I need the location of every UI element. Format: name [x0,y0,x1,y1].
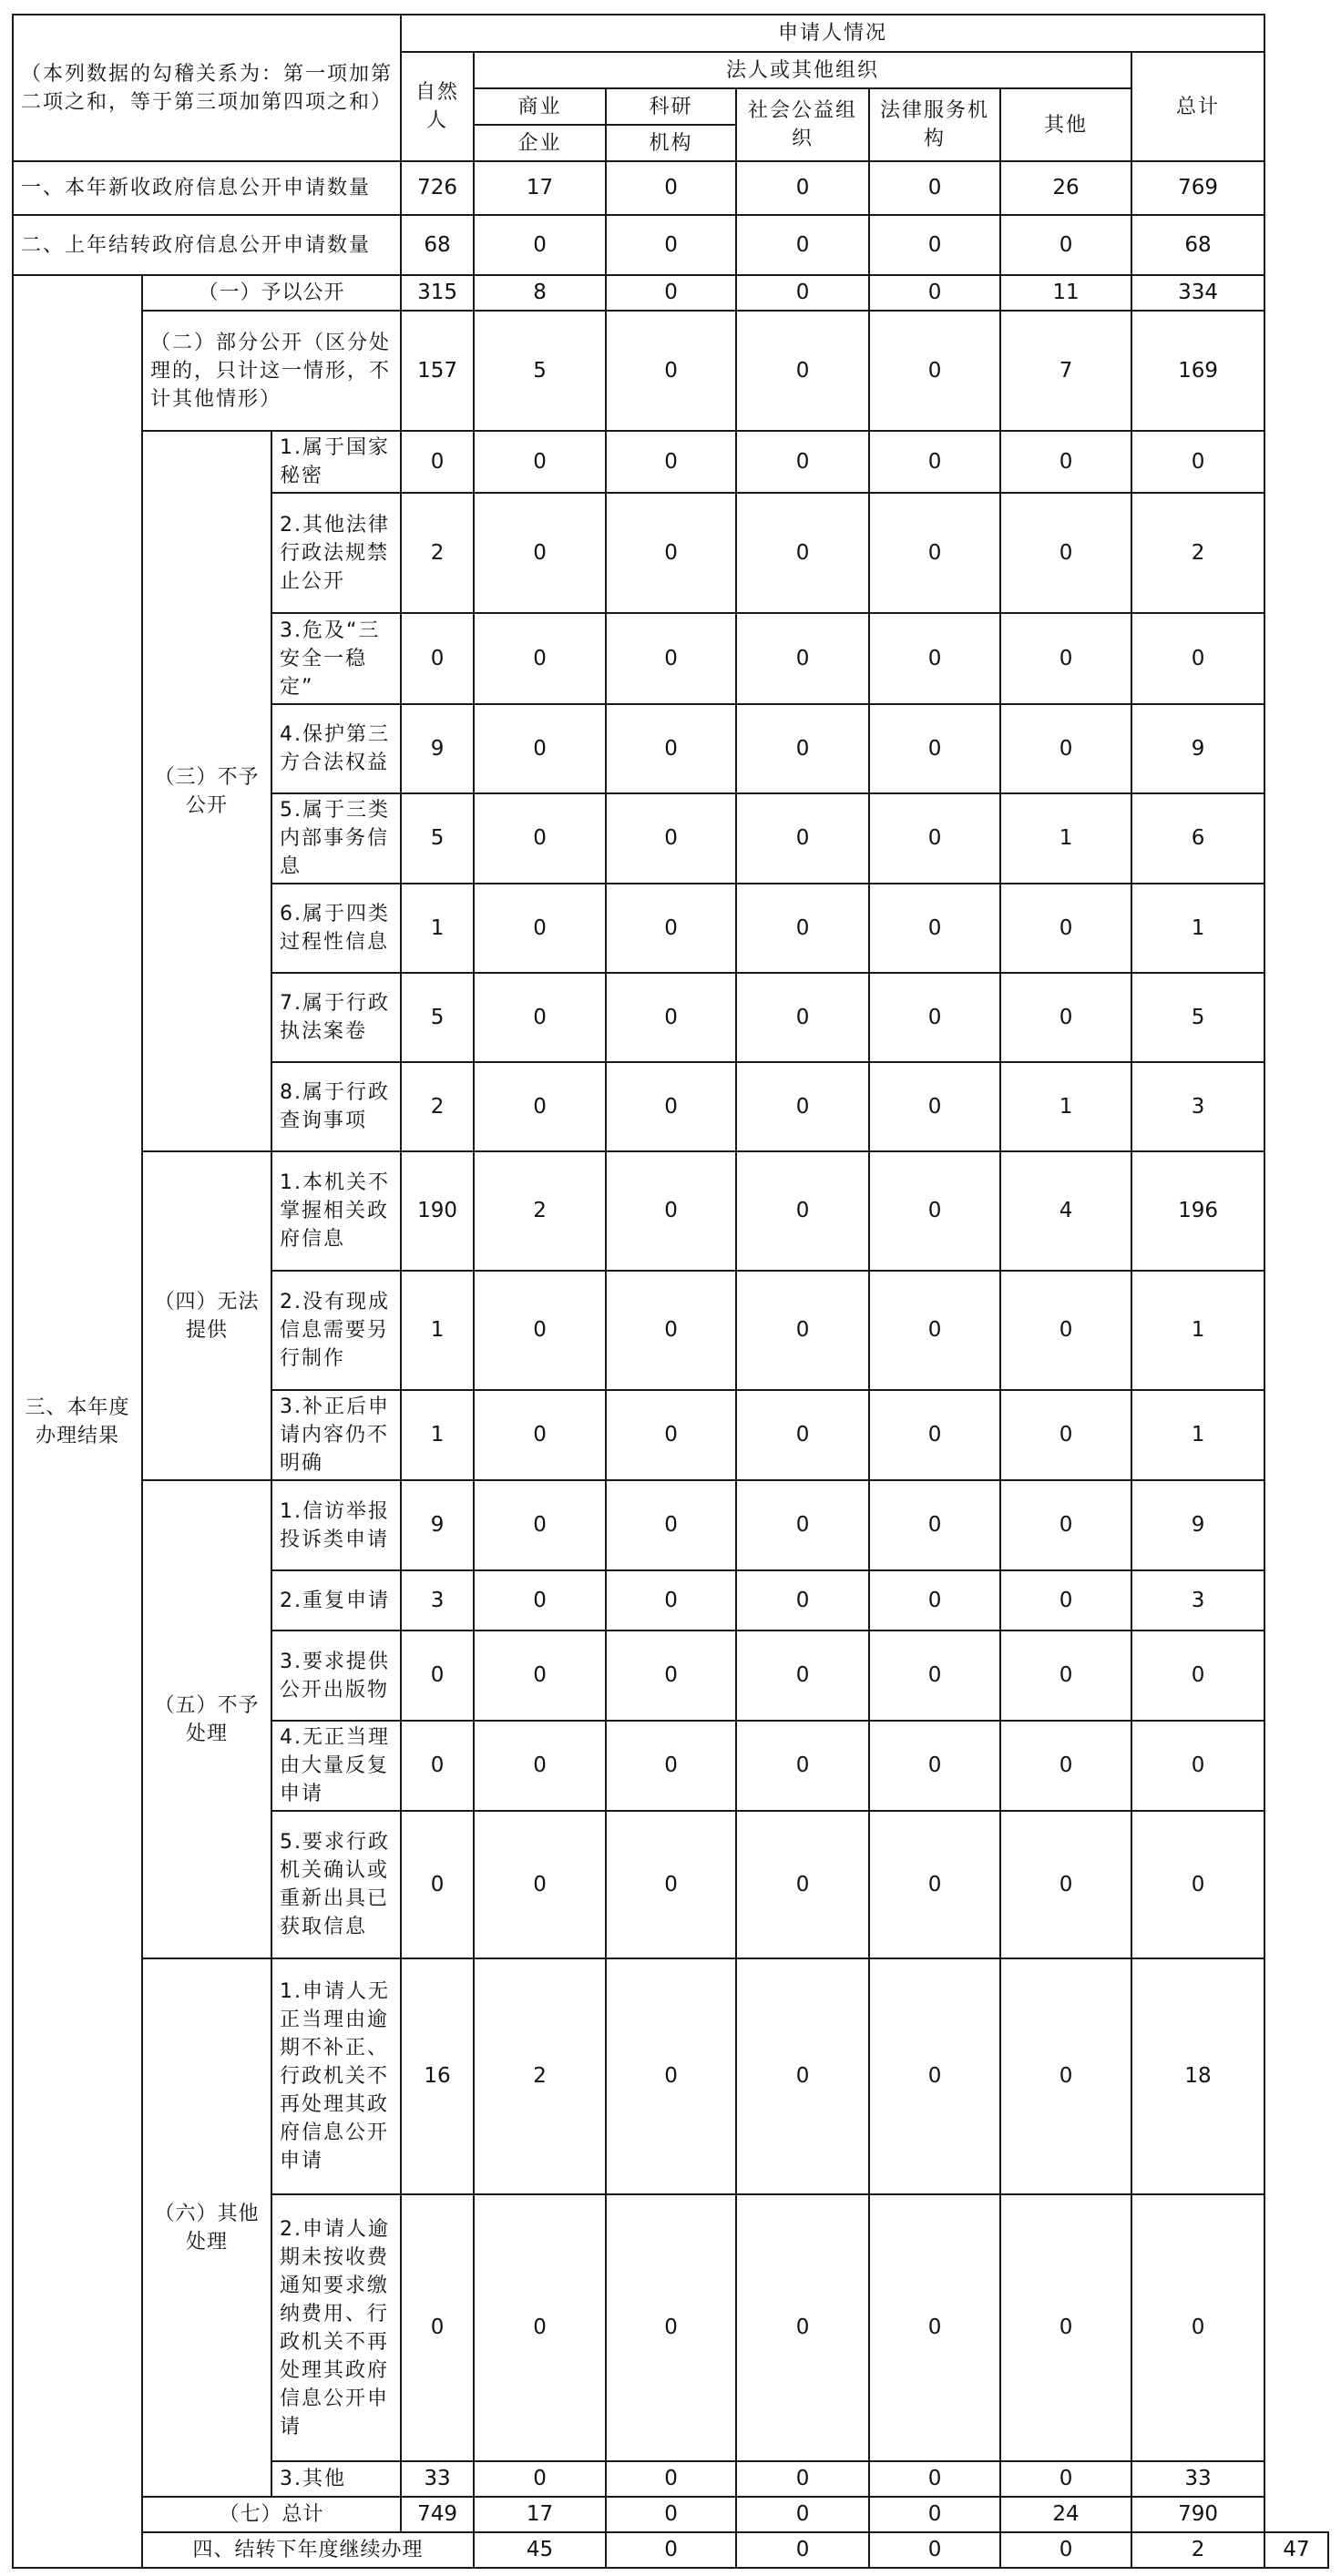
value-cell: 0 [474,2194,606,2461]
value-cell: 0 [606,431,736,493]
table-row [13,1151,1328,1271]
value-cell: 8 [474,275,606,311]
statistics-table [12,14,1329,2569]
value-cell: 0 [736,1958,869,2194]
value-cell: 0 [401,1721,474,1811]
value-cell: 0 [869,1062,1000,1151]
value-cell: 5 [401,793,474,884]
value-cell: 1 [401,884,474,973]
table-row [13,275,1328,311]
value-cell: 0 [1000,1958,1131,2194]
value-cell: 17 [474,2497,606,2532]
value-cell: 196 [1131,1151,1264,1271]
value-cell: 0 [869,493,1000,613]
value-cell: 17 [474,161,606,215]
value-cell: 749 [401,2497,474,2532]
table-row [13,431,1328,493]
row-label: 2.其他法律行政法规禁止公开 [271,493,401,613]
value-cell: 0 [736,431,869,493]
value-cell: 0 [606,704,736,793]
value-cell: 0 [736,161,869,215]
value-cell: 0 [869,161,1000,215]
row-label: 一、本年新收政府信息公开申请数量 [13,161,401,215]
value-cell: 7 [1000,311,1131,431]
value-cell: 33 [1131,2461,1264,2497]
value-cell: 0 [736,215,869,275]
value-cell: 0 [1131,1811,1264,1958]
table-row [13,1480,1328,1570]
value-cell: 0 [869,2194,1000,2461]
value-cell: 0 [1000,1630,1131,1721]
value-cell: 0 [869,2497,1000,2532]
value-cell: 0 [606,311,736,431]
value-cell: 1 [401,1390,474,1480]
row-label: 5.属于三类内部事务信息 [271,793,401,884]
value-cell: 0 [606,1271,736,1390]
row-label: （二）部分公开（区分处理的，只计这一情形，不计其他情形） [142,311,401,431]
row-label: 5.要求行政机关确认或重新出具已获取信息 [271,1811,401,1958]
table-row [13,311,1328,431]
value-cell: 0 [606,1811,736,1958]
value-cell: 0 [869,1390,1000,1480]
value-cell: 0 [1131,1630,1264,1721]
value-cell: 0 [474,493,606,613]
value-cell: 0 [736,1811,869,1958]
value-cell: 0 [736,2194,869,2461]
value-cell: 9 [1131,704,1264,793]
value-cell: 0 [606,2194,736,2461]
value-cell: 0 [736,704,869,793]
value-cell: 1 [1131,1271,1264,1390]
table-row [13,1958,1328,2194]
value-cell: 0 [1000,613,1131,704]
value-cell: 0 [869,704,1000,793]
value-cell: 0 [474,613,606,704]
value-cell: 2 [1131,2532,1264,2568]
value-cell: 0 [474,704,606,793]
value-cell: 0 [474,1271,606,1390]
value-cell: 1 [1131,884,1264,973]
value-cell: 0 [474,431,606,493]
value-cell: 0 [869,793,1000,884]
value-cell: 24 [1000,2497,1131,2532]
value-cell: 0 [606,884,736,973]
group-not-public: （三）不予公开 [142,431,271,1151]
value-cell: 0 [736,2497,869,2532]
value-cell: 0 [1131,2194,1264,2461]
value-cell: 5 [1131,973,1264,1062]
value-cell: 0 [401,1811,474,1958]
value-cell: 2 [474,1958,606,2194]
value-cell: 0 [736,1480,869,1570]
value-cell: 1 [1131,1390,1264,1480]
value-cell: 26 [1000,161,1131,215]
value-cell: 0 [606,1630,736,1721]
value-cell: 0 [401,431,474,493]
header-commercial-top: 商业 [474,88,606,125]
value-cell: 0 [869,613,1000,704]
value-cell: 0 [606,215,736,275]
value-cell: 0 [736,613,869,704]
value-cell: 0 [474,1390,606,1480]
value-cell: 0 [606,793,736,884]
table-row [13,161,1328,215]
group-cannot-provide: （四）无法提供 [142,1151,271,1480]
value-cell: 0 [474,1570,606,1630]
value-cell: 11 [1000,275,1131,311]
value-cell: 0 [1131,431,1264,493]
header-other: 其他 [1000,88,1131,161]
row-label: 3.危及“三安全一稳定” [271,613,401,704]
value-cell: 0 [1000,1721,1131,1811]
value-cell: 0 [606,161,736,215]
value-cell: 0 [869,1630,1000,1721]
value-cell: 0 [606,1570,736,1630]
value-cell: 0 [736,1390,869,1480]
value-cell: 0 [1000,973,1131,1062]
value-cell: 1 [1000,1062,1131,1151]
header-applicant-situation: 申请人情况 [401,15,1264,52]
value-cell: 0 [474,2461,606,2497]
table-row [13,2532,1328,2568]
value-cell: 4 [1000,1151,1131,1271]
value-cell: 3 [1131,1570,1264,1630]
value-cell: 2 [1131,493,1264,613]
value-cell: 0 [736,275,869,311]
value-cell: 2 [401,1062,474,1151]
value-cell: 0 [606,1721,736,1811]
value-cell: 0 [474,793,606,884]
table-row [13,215,1328,275]
value-cell: 0 [869,1480,1000,1570]
value-cell: 0 [736,793,869,884]
header-natural-person: 自然人 [401,52,474,161]
row-label: 3.其他 [271,2461,401,2497]
value-cell: 190 [401,1151,474,1271]
value-cell: 0 [606,1958,736,2194]
value-cell: 0 [736,973,869,1062]
value-cell: 0 [1000,1390,1131,1480]
row-label: 二、上年结转政府信息公开申请数量 [13,215,401,275]
row-label: 2.重复申请 [271,1570,401,1630]
value-cell: 0 [1000,2461,1131,2497]
value-cell: 0 [736,1721,869,1811]
value-cell: 0 [1000,2532,1131,2568]
value-cell: 0 [869,1151,1000,1271]
value-cell: 0 [736,1062,869,1151]
row-label: 2.申请人逾期未按收费通知要求缴纳费用、行政机关不再处理其政府信息公开申请 [271,2194,401,2461]
value-cell: 0 [869,431,1000,493]
value-cell: 45 [474,2532,606,2568]
value-cell: 2 [401,493,474,613]
value-cell: 0 [474,884,606,973]
value-cell: 0 [401,2194,474,2461]
value-cell: 47 [1264,2532,1328,2568]
value-cell: 0 [869,1811,1000,1958]
value-cell: 0 [869,1271,1000,1390]
header-legal-service: 法律服务机构 [869,88,1000,161]
value-cell: 0 [869,2532,1000,2568]
value-cell: 0 [1000,1480,1131,1570]
value-cell: 0 [869,2461,1000,2497]
value-cell: 0 [736,493,869,613]
value-cell: 790 [1131,2497,1264,2532]
value-cell: 5 [474,311,606,431]
value-cell: 0 [474,1630,606,1721]
row-label: 6.属于四类过程性信息 [271,884,401,973]
value-cell: 726 [401,161,474,215]
value-cell: 0 [869,215,1000,275]
value-cell: 9 [401,704,474,793]
value-cell: 0 [736,1570,869,1630]
value-cell: 1 [401,1271,474,1390]
row-label: 1.信访举报投诉类申请 [271,1480,401,1570]
value-cell: 9 [1131,1480,1264,1570]
value-cell: 0 [869,1958,1000,2194]
header-research-top: 科研 [606,88,736,125]
value-cell: 0 [736,2461,869,2497]
header-legal-entities: 法人或其他组织 [474,52,1131,88]
value-cell: 0 [606,1062,736,1151]
value-cell: 2 [474,1151,606,1271]
value-cell: 0 [606,1390,736,1480]
value-cell: 0 [474,1480,606,1570]
header-note-cell: （本列数据的勾稽关系为：第一项加第二项之和，等于第三项加第四项之和） [13,15,401,161]
value-cell: 0 [401,613,474,704]
value-cell: 0 [606,613,736,704]
group-annual-results: 三、本年度办理结果 [13,275,142,2568]
value-cell: 0 [869,973,1000,1062]
value-cell: 0 [869,884,1000,973]
value-cell: 0 [736,1630,869,1721]
value-cell: 0 [401,1630,474,1721]
group-not-processed: （五）不予处理 [142,1480,271,1958]
value-cell: 0 [606,493,736,613]
value-cell: 0 [1131,1721,1264,1811]
value-cell: 1 [1000,793,1131,884]
row-label: （七）总计 [142,2497,401,2532]
value-cell: 0 [1000,431,1131,493]
header-public-welfare: 社会公益组织 [736,88,869,161]
table-row [13,2497,1328,2532]
value-cell: 0 [474,973,606,1062]
value-cell: 0 [474,215,606,275]
row-label: 7.属于行政执法案卷 [271,973,401,1062]
value-cell: 16 [401,1958,474,2194]
value-cell: 3 [401,1570,474,1630]
value-cell: 6 [1131,793,1264,884]
value-cell: 0 [1000,2194,1131,2461]
value-cell: 0 [606,973,736,1062]
row-label: （一）予以公开 [142,275,401,311]
value-cell: 0 [606,1480,736,1570]
value-cell: 0 [1000,1570,1131,1630]
value-cell: 334 [1131,275,1264,311]
value-cell: 0 [606,275,736,311]
value-cell: 0 [606,2532,736,2568]
value-cell: 68 [1131,215,1264,275]
value-cell: 0 [736,1271,869,1390]
value-cell: 0 [606,2497,736,2532]
value-cell: 9 [401,1480,474,1570]
value-cell: 769 [1131,161,1264,215]
header-total: 总计 [1131,52,1264,161]
value-cell: 0 [869,311,1000,431]
group-other-processing: （六）其他处理 [142,1958,271,2497]
value-cell: 0 [1131,613,1264,704]
row-label: 1.申请人无正当理由逾期不补正、行政机关不再处理其政府信息公开申请 [271,1958,401,2194]
value-cell: 0 [736,311,869,431]
value-cell: 0 [736,884,869,973]
row-label: 1.本机关不掌握相关政府信息 [271,1151,401,1271]
value-cell: 0 [1000,1271,1131,1390]
value-cell: 0 [736,2532,869,2568]
value-cell: 0 [869,275,1000,311]
value-cell: 5 [401,973,474,1062]
value-cell: 0 [1000,215,1131,275]
value-cell: 169 [1131,311,1264,431]
value-cell: 0 [736,1151,869,1271]
value-cell: 0 [1000,884,1131,973]
value-cell: 0 [474,1062,606,1151]
value-cell: 0 [1000,704,1131,793]
value-cell: 157 [401,311,474,431]
value-cell: 0 [869,1570,1000,1630]
value-cell: 68 [401,215,474,275]
value-cell: 0 [1000,1811,1131,1958]
value-cell: 0 [869,1721,1000,1811]
row-label: 2.没有现成信息需要另行制作 [271,1271,401,1390]
header-research-bottom: 机构 [606,125,736,161]
row-label: 3.补正后申请内容仍不明确 [271,1390,401,1480]
header-commercial-bottom: 企业 [474,125,606,161]
value-cell: 3 [1131,1062,1264,1151]
value-cell: 33 [401,2461,474,2497]
value-cell: 0 [474,1811,606,1958]
value-cell: 0 [474,1721,606,1811]
row-label: 3.要求提供公开出版物 [271,1630,401,1721]
row-label: 四、结转下年度继续办理 [142,2532,474,2568]
value-cell: 18 [1131,1958,1264,2194]
value-cell: 0 [606,1151,736,1271]
row-label: 4.无正当理由大量反复申请 [271,1721,401,1811]
value-cell: 0 [1000,493,1131,613]
value-cell: 0 [606,2461,736,2497]
row-label: 1.属于国家秘密 [271,431,401,493]
row-label: 8.属于行政查询事项 [271,1062,401,1151]
value-cell: 315 [401,275,474,311]
row-label: 4.保护第三方合法权益 [271,704,401,793]
